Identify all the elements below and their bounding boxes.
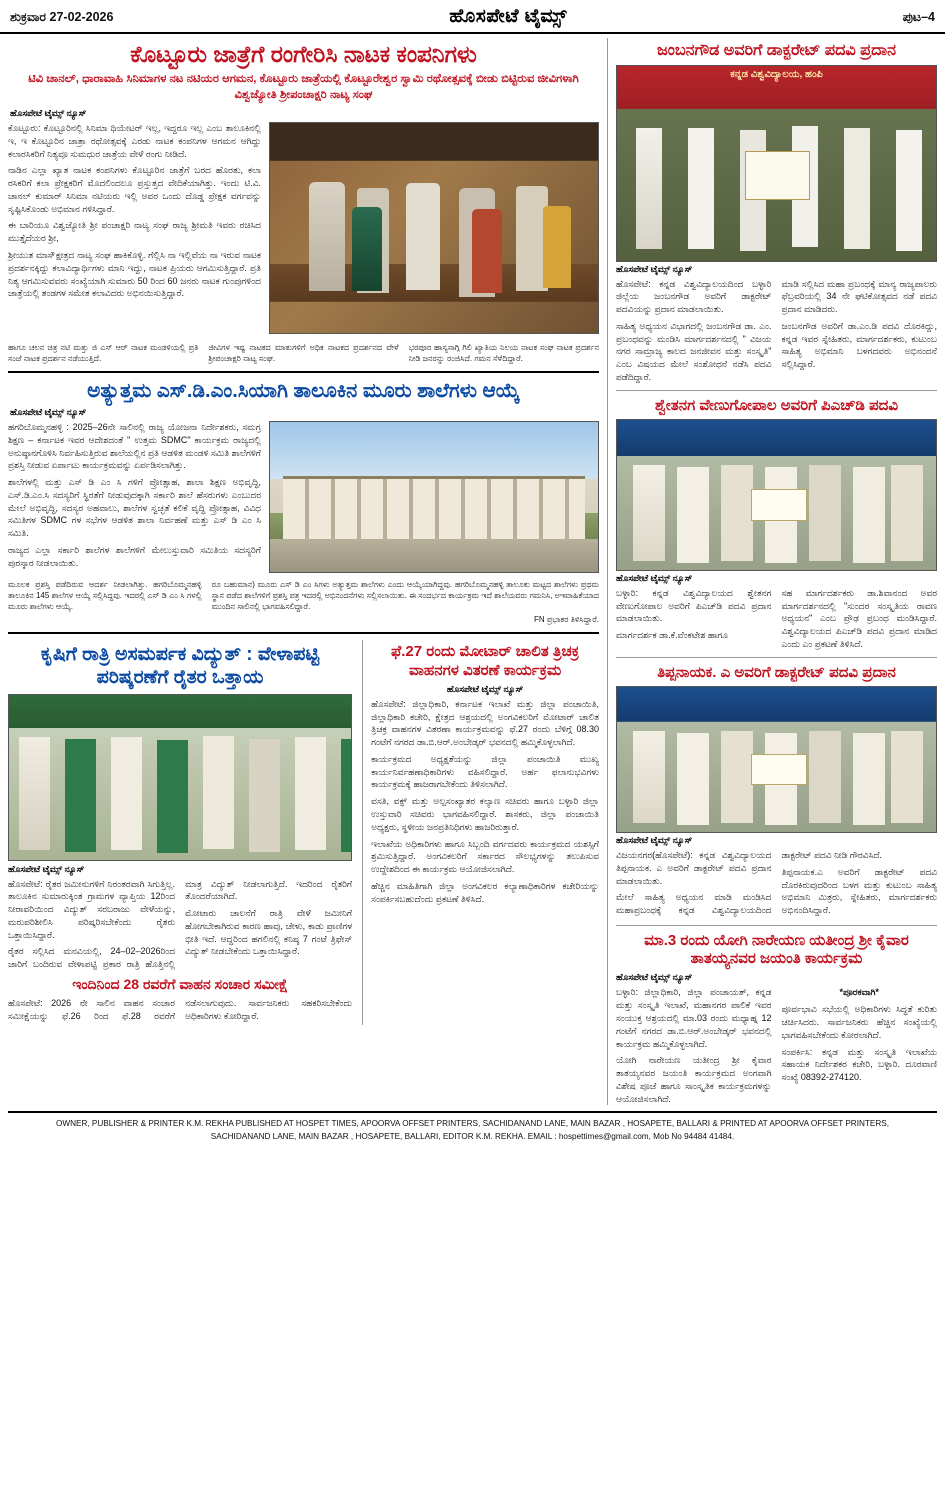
- divider-r3: [616, 925, 937, 926]
- page-footer: [8, 1111, 937, 1151]
- survey-para: ಹೊಸಪೇಟೆ: 2026 ನೇ ಸಾಲಿನ ವಾಹನ ಸಂಚಾರ ಸಮೀಕ್ಷೆಯನ್ನು ಫೆ.26 ರಿಂದ ಫೆ.28 ರವರೆಗೆ ನಡೆಸಲಾಗುವುದು. ಸಾರ್ವಜನಿಕರು ಸಹಕರಿಸಬೇಕೆಂದು ಅಧಿಕಾರಿಗಳು ಕೋರಿದ್ದಾರೆ.: [8, 998, 353, 1021]
- jayanti-para-4: ಸಂಪರ್ಕಿಸಿ: ಕನ್ನಡ ಮತ್ತು ಸಂಸ್ಕೃತಿ ಇಲಾಖೆಯ ಸಹಾಯಕ ನಿರ್ದೇಶಕರ ಕಚೇರಿ, ಬಳ್ಳಾರಿ. ದೂರವಾಣಿ ಸಂಖ್ಯೆ 08392-274120.: [781, 1046, 937, 1083]
- article-phd: [616, 397, 937, 651]
- lead-para-4: ಶ್ರೀಯುತ ಮಾಸ್ಕ್ಷೇತ್ರದ ನಾಟ್ಯ ಸಂಘ ಹಾಕಿಕೊಳ್ಳಿ. ಗೆಲ್ಲಿಸಿ ನಾ ಇಲ್ಲಿವೆಯ ನಾ ಇರುವ ನಾಟಕ ಪ್ರದರ್ಶನಕ್ಕಿದ್ದು ಕಲಾವಿದ್ಯಾರ್ಥಿಗಳು ಮಾನಿ ಇದ್ದು, ನಾಟಕ ಪ್ರಿಯರು ಆಗಮಿಸುತ್ತಿದ್ದಾರೆ. ಪ್ರತಿ ನಿತ್ಯ ಆಗಮಿಸುವವರು ಸಂಖ್ಯೆಯಾಗಿ ಸುಮಾರು 50 ರಿಂದ 60 ಜನರು ನಾಟಕ ಗುಂಪುಗಳಿಂದ ಜಾತ್ರೆಯಲ್ಲಿ ತಂಡಗಳ ಸಮೇತ ಕಲಾವಿದರು ಅಭಿನಯಿಸುತ್ತಿದ್ದಾರೆ.: [8, 249, 261, 299]
- doctorate-para-3: ಮಾಡಿ ಸಲ್ಲಿಸಿದ ಮಹಾ ಪ್ರಬಂಧಕ್ಕೆ ಮಾನ್ಯ ರಾಜ್ಯಪಾಲರು ಫೆಬ್ರವರಿಯಲ್ಲಿ 34 ನೇ ಘಟಿಕೋತ್ಸವದ ನಡೆ ಪದವಿ ಪ್ರದಾನ ಮಾಡಿದರು.: [781, 278, 937, 315]
- doctorate-para-2: ಸಾಹಿತ್ಯ ಅಧ್ಯಯನ ವಿಭಾಗದಲ್ಲಿ ಜಂಬನಗೌಡ ಡಾ. ಎಂ. ಪ್ರಬಂಧವನ್ನು ಮಂಡಿಸಿ ಮಾರ್ಗದರ್ಶನದಲ್ಲಿ " ವಿಜಯ ನಗರ ಸಾಮ್ರಾಜ್ಯ ಕಾಲದ ಜನಜೀವನ ಮತ್ತು ಸಂಸ್ಕೃತಿ" ಎಂಬ ವಿಷಯದ ಮೇಲೆ ಸಂಶೋಧನೆ ನಡೆಸಿ ಪದವಿ ಪಡೆದಿದ್ದಾರೆ.: [616, 320, 772, 382]
- lead-headline: ಕೊಟ್ಟೂರು ಜಾತ್ರೆಗೆ ರಂಗೇರಿಸಿ ನಾಟಕ ಕಂಪನಿಗಳು: [130, 41, 477, 67]
- power-headline: ಕೃಷಿಗೆ ರಾತ್ರಿ ಅಸಮರ್ಪಕ ವಿದ್ಯುತ್ : ವೇಳಾಪಟ್ಟಿ ಪರಿಷ್ಕರಣೆಗೆ ರೈತರ ಒತ್ತಾಯ: [40, 644, 320, 689]
- sdmc-para-3: ರಾಜ್ಯದ ಎಲ್ಲಾ ಸರ್ಕಾರಿ ಶಾಲೆಗಳ ಶಾಲೆಗಳಿಗೆ ಮೇಲುಸ್ತುವಾರಿ ಸಮಿತಿಯ ಸದಸ್ಯರಿಗೆ ಪುರಸ್ಕಾರ ನೀಡಲಾಯಿತು.: [8, 544, 261, 568]
- doctorate-photo: [616, 65, 937, 262]
- phd-byline: ಹೊಸಪೇಟೆ ಟೈಮ್ಸ್ ನ್ಯೂಸ್: [616, 572, 693, 583]
- divider-2: [8, 632, 599, 634]
- sdmc-headline: ಅತ್ಯುತ್ತಮ ಎಸ್‌.ಡಿ.ಎಂ.ಸಿಯಾಗಿ ತಾಲೂಕಿನ ಮೂರು ಶಾಲೆಗಳು ಆಯ್ಕೆ: [87, 379, 520, 402]
- footer-line-1: OWNER, PUBLISHER & PRINTER K.M. REKHA PUBLISHED AT HOSPET TIMES, APOORVA OFFSET PRINTERS, SACHIDANAND LANE, MAIN BAZAR , HOSAPETE, BALLARI & PRINTED AT APOORVA OFFSET PRINTERS,: [55, 1119, 890, 1129]
- lead-photo: [269, 122, 599, 334]
- jayanti-note-label: *ಪೂರಕವಾಗಿ*: [839, 987, 879, 998]
- thippanayaka-photo: [616, 686, 937, 833]
- sdmc-photo-wrap: [269, 421, 599, 573]
- phd-photo: [616, 419, 937, 571]
- sdmc-para-4: ರೂ ಬಹುಮಾನ) ಮೂರು ಎಸ್ ಡಿ ಎಂ ಸಿಗಳು ಅತ್ಯುತ್ತಮ ಶಾಲೆಗಳು ಎಂದು ಆಯ್ಕೆಯಾಗಿದ್ದವು. ಹಗರಿಬೊಮ್ಮನಹಳ್ಳಿ ತಾಲೂಕು ಮಟ್ಟದ ಶಾಲೆಗಳು ಪ್ರಥಮ ಸ್ಥಾನ ಪಡೆದ ಶಾಲೆಗಳಿಗೆ ಪ್ರಶಸ್ತಿ ಪತ್ರ ಇದರಲ್ಲಿ ಅಭಿನಂದನೆಗಳು ಸಲ್ಲಿಸಲಾಯಿತು. ಈ ಸಂದರ್ಭದ ಕಾರ್ಯಕ್ರಮ ಇದೆ ಶಾಲೆಯವರು ಗಮನಿಸಿ, ಅಇವಾಹಿಕೆಯಾದ ಮುಂದಿನ ಸಾಲಿನಲ್ಲಿ ಭಾಗವಹಿಸಲಿದ್ದಾರೆ.: [211, 580, 599, 611]
- article-doctorate: [616, 41, 937, 384]
- page-number: ಪುಟ–4: [902, 9, 935, 24]
- lead-para-3: ಈ ಬಾರಿಯೂ ವಿಶ್ವಜ್ಯೋತಿ ಶ್ರೀ ಪಂಚಾಕ್ಷರಿ ನಾಟ್ಯ ಸಂಘ ರಾಜ್ಯ ಶ್ರೀಮತಿ ಇವರು ರಚಿಸಿದ ಮುತ್ತೈದೆಯರ ಶ್ರೀ,: [8, 220, 261, 244]
- power-photo: [8, 694, 352, 861]
- power-para-2: ರೈತರ ಸಲ್ಲಿಸಿದ ಮನವಿಯಲ್ಲಿ, 24–02–2026ರಿಂದ ಜಾರಿಗೆ ಬಂದಿರುವ ವೇಳಾಪಟ್ಟಿ ಪ್ರಕಾರ ರಾತ್ರಿ ಹೊತ್ತಿನಲ್ಲಿ ಮಾತ್ರ ವಿದ್ಯುತ್ ನೀಡಲಾಗುತ್ತಿದೆ. ಇದರಿಂದ ರೈತರಿಗೆ ತೊಂದರೆಯಾಗಿದೆ.: [8, 878, 353, 970]
- jayanti-para-3: ಪೂರ್ವಭಾವಿ ಸಭೆಯಲ್ಲಿ ಅಧಿಕಾರಿಗಳು ಸಿದ್ಧತೆ ಕುರಿತು ಚರ್ಚಿಸಿದರು. ಸಾರ್ವಜನಿಕರು ಹೆಚ್ಚಿನ ಸಂಖ್ಯೆಯಲ್ಲಿ ಭಾಗವಹಿಸಬೇಕೆಂದು ಕೋರಲಾಗಿದೆ.: [781, 1004, 937, 1040]
- doctorate-para-4: ಜಂಬನಗೌಡ ಅವರಿಗೆ ಡಾ.ಎಂ.ಡಿ ಪದವಿ ದೊರಕಿದ್ದು, ಕನ್ನಡ ಇವರ ಸ್ನೇಹಿತರು, ಮಾರ್ಗದರ್ಶಕರು, ಕುಟುಂಬ ಸಾಹಿತ್ಯ ಅಭಿಮಾನಿ ಬಳಗದವರು ಅಭಿನಂದನೆ ಸಲ್ಲಿಸಿದ್ದಾರೆ.: [781, 320, 937, 370]
- bottom-left-group: [8, 640, 599, 1024]
- sdmc-para-2: ಶಾಲೆಗಳಲ್ಲಿ ಮತ್ತು ಎಸ್ ಡಿ ಎಂ ಸಿ ಗಳಿಗೆ ಪ್ರೋತ್ಸಾಹ, ಶಾಲಾ ಶಿಕ್ಷಣ ಅಭಿವೃದ್ಧಿ, ಎಸ್.ಡಿ.ಎಂ.ಸಿ ಸದಸ್ಯರಿಗೆ ಸ್ಥಿರತೆಗೆ ನೀಡುವುದಕ್ಕಾಗಿ ಸರ್ಕಾರಿ ಶಾಲೆ ಹೆಸರುಗಳು ಎಂಬುದರ ಮೇಲೆ ಅಭಿವೃದ್ಧಿ, ಸದಸ್ಯರ ಅಹವಾಲು, ಶಾಲೆಗಳ ಸ್ವಚ್ಛತೆ ಕಲಿಕೆ ವೃದ್ಧಿ ಪ್ರೋತ್ಸಾಹ, ವಿವಿಧ ಸಮಿತಿಗಳ SDMC ಗಳ ಸಭೆಗಳ ಆಡಳಿತ ಶಾಲಾ ನಿರ್ವಹಣೆ ಮತ್ತು ಎಸ್ ಡಿ ಎಂ ಸಿ ಸಮಿತಿ.: [8, 477, 261, 539]
- phd-headline: ಶ್ವೇತನಗ ವೇಣುಗೋಪಾಲ ಅವರಿಗೆ ಪಿಎಚ್‌ಡಿ ಪದವಿ: [654, 396, 899, 414]
- thippanayaka-headline: ತಿಪ್ಪನಾಯಕ. ಎ ಅವರಿಗೆ ಡಾಕ್ಟರೇಟ್ ಪದವಿ ಪ್ರದಾನ: [657, 663, 896, 681]
- lead-photo-wrap: [269, 122, 599, 334]
- thippanayaka-para-3: ತಿಪ್ಪನಾಯಕ.ಎ ಅವರಿಗೆ ಡಾಕ್ಟರೇಟ್ ಪದವಿ ದೊರಕಿರುವುದರಿಂದ ಬಳಗ ಮತ್ತು ಕುಟುಂಬ ಸಾಹಿತ್ಯ ಅಭಿಮಾನಿ ಮಿತ್ರರು, ಸ್ನೇಹಿತರು, ಮಾರ್ಗದರ್ಶಕರು ಅಭಿನಂದಿಸಿದ್ದಾರೆ.: [781, 866, 937, 916]
- phd-para-2: ಸಹ ಮಾರ್ಗದರ್ಶಕರು ಡಾ.ಶಿವಾನಂದ ಅವರ ಮಾರ್ಗದರ್ಶನದಲ್ಲಿ "ಸುಂದರ ಸಂಸ್ಕೃತಿಯ ರಾವಣ ಅಧ್ಯಯನ" ಎಂಬ ಪ್ರೌಢ ಪ್ರಬಂಧ ಮಂಡಿಸಿದ್ದಾರೆ. ವಿಶ್ವವಿದ್ಯಾಲಯದ ಪಿಎಚ್‌ಡಿ ಪದವಿ ಪ್ರದಾನ ಮಾಡಿದ ಎಂದು ಎಂ ಪ್ರಕಟಣೆ ತಿಳಿಸಿದೆ.: [781, 587, 937, 649]
- survey-subhead: ಇಂದಿನಿಂದ 28 ರವರೆಗೆ ವಾಹನ ಸಂಚಾರ ಸಮೀಕ್ಷೆ: [72, 975, 288, 992]
- jayanti-byline: ಹೊಸಪೇಟೆ ಟೈಮ್ಸ್ ನ್ಯೂಸ್: [616, 972, 693, 983]
- divider-1: [8, 371, 599, 373]
- lead-photo-caption-left: ಹಾಗೂ ಚಲನ ಚಿತ್ರ ನಟಿ ಮತ್ತು ಜಿ ಎಸ್ ಆರ್ ನಾಟಕ ಮಂಡಳಿಯಲ್ಲಿ ಪ್ರತಿ ಸಂಜೆ ನಾಟಕ ಪ್ರದರ್ಶನ ನಡೆಯುತ್ತಿದೆ.: [8, 343, 199, 363]
- divider-r1: [616, 390, 937, 391]
- divider-r2: [616, 657, 937, 658]
- masthead-weekday: ಶುಕ್ರವಾರ: [10, 9, 47, 24]
- doctorate-para-1: ಹೊಸಪೇಟೆ: ಕನ್ನಡ ವಿಶ್ವವಿದ್ಯಾಲಯದಿಂದ ಬಳ್ಳಾರಿ ಜಿಲ್ಲೆಯ ಜಂಬನಗೌಡ ಅವರಿಗೆ ಡಾಕ್ಟರೇಟ್ ಪದವಿಯನ್ನು ಪ್ರದಾನ ಮಾಡಲಾಯಿತು.: [616, 278, 772, 315]
- power-byline: ಹೊಸಪೇಟೆ ಟೈಮ್ಸ್ ನ್ಯೂಸ್: [8, 863, 85, 874]
- lead-para-2: ನಾಡಿನ ಎಲ್ಲಾ ಖ್ಯಾತ ನಾಟಕ ಕಂಪನಿಗಳು ಕೊಟ್ಟೂರಿನ ಜಾತ್ರೆಗೆ ಬರದ ಹೊರತು, ಕಲಾ ರಸಿಕರಿಗೆ ಕಲಾ ಪ್ರೇಕ್ಷಕರಿಗೆ ಮೊದಲಿಂದಲೂ ಪ್ರಸ್ತುತ್ತದ ವೇದಿಕೆಯಾಗಿತ್ತು. ಇಂದು ಟಿ.ವಿ. ಚಾನಲ್ ಕುಮಾರ್ ಸಿನಿಮಾ ನಟಿಯರು ಇಲ್ಲಿ ಅವರ ಒಂದು ದೊಡ್ಡ ಪ್ರೇಕ್ಷಕ ವರ್ಗವನ್ನು ಸೃಷ್ಟಿಸಿಕೊಂಡು ಅಭಿಮಾನ ಗಳಿಸಿದ್ದಾರೆ.: [8, 165, 261, 214]
- doctorate-headline: ಜಂಬನಗೌಡ ಅವರಿಗೆ ಡಾಕ್ಟರೇಟ್ ಪದವಿ ಪ್ರದಾನ: [656, 42, 897, 59]
- sdmc-photo: [269, 421, 599, 573]
- lead-para-1: ಕೊಟ್ಟೂರು: ಕೊಟ್ಟೂರಿನಲ್ಲಿ ಸಿನಿಮಾ ಥಿಯೇಟರ್ ಇಲ್ಲ, ಇದ್ದರೂ ಇಲ್ಲ ಎಂಬ ತಾಲೂಕಿನಲ್ಲಿ ಇ, ಇ ಕೊಟ್ಟೂರಿನ ಜಾತ್ರಾ ರಥೋತ್ಸವಕ್ಕೆ ಎರಡು ನಾಟಕ ಕಂಪನಿಗಳ ಆಗಮನ ಆಗಿದ್ದು ಕಲಾರಸಿಕರಿಗೆ ನಿತ್ಯವೂ ಸುಮಧುರ ಜಾತ್ರೆಯ ವೇಳೆ ರಂಗು ನೀಡಿದೆ.: [8, 123, 261, 159]
- masthead-date-value: 27-02-2026: [49, 9, 114, 24]
- thippanayaka-byline: ಹೊಸಪೇಟೆ ಟೈಮ್ಸ್ ನ್ಯೂಸ್: [616, 835, 693, 846]
- lead-para-6: ಭರಪೂರ ಹಾಸ್ಯಸಾಗ್ಗಿ ಗಿಲಿ ಖ್ಯಾತಿಯ ನಿಲಯ ನಾಟಕ ಸಂಘ ನಾಟಕ ಪ್ರದರ್ಶನ ನೀಡಿ ಜನರನ್ನು ರಂಜಿಸಿದೆ. ಗಮನ ಸೆಳೆದಿದ್ದಾರೆ.: [408, 343, 599, 363]
- footer-line-2: SACHIDANAND LANE, MAIN BAZAR , HOSAPETE, BALLARI, EDITOR K.M. REKHA. EMAIL : hospettimes@gmail.com, Mob No 94484 41484.: [210, 1131, 735, 1141]
- sdmc-credit: FN ಪ್ರಭಾಕರ ತಿಳಿಸಿದ್ದಾರೆ.: [533, 615, 599, 625]
- jayanti-para-2: ಯೋಗಿ ನಾರೇಯಣ ಯತೀಂದ್ರ ಶ್ರೀ ಕೈವಾರ ತಾತಯ್ಯನವರ ಜಯಂತಿ ಕಾರ್ಯಕ್ರಮದ ಅಂಗವಾಗಿ ವಿಶೇಷ ಪೂಜೆ ಹಾಗೂ ಸಾಂಸ್ಕೃತಿಕ ಕಾರ್ಯಕ್ರಮಗಳನ್ನು ಆಯೋಜಿಸಲಾಗಿದೆ.: [616, 1055, 772, 1104]
- lead-subhead: ಟಿವಿ ಚಾನಲ್, ಧಾರಾವಾಹಿ ಸಿನಿಮಾಗಳ ನಟ ನಟಿಯರ ಆಗಮನ, ಕೊಟ್ಟೂರು ಜಾತ್ರೆಯಲ್ಲಿ ಕೊಟ್ಟೂರೇಶ್ವರ ಸ್ವಾಮಿ ರಥೋತ್ಸವಕ್ಕೆ ಬೀಡು ಬಿಟ್ಟಿರುವ ಜೀವಿಗಳಾಗಿ ವಿಶ್ವಜ್ಯೋತಿ ಶ್ರೀಪಂಚಾಕ್ಷರಿ ನಾಟ್ಯ ಸಂಘ: [28, 73, 579, 101]
- lead-photo-caption-right: ಜೀವಿಗಳ ಇಷ್ಟ ನಾಟಕದ ಮಾತುಗಳಿಗೆ ಅಧಿಕ ನಾಟಕದ ಪ್ರದರ್ಶನದ ವೇಳೆ ಶ್ರೀಪಂಚಾಕ್ಷರಿ ನಾಟ್ಯ ಸಂಘ.: [208, 343, 399, 363]
- page-content: [0, 34, 945, 1105]
- masthead: [0, 0, 945, 34]
- byline: ಹೊಸಪೇಟೆ ಟೈಮ್ಸ್ ನ್ಯೂಸ್: [10, 108, 87, 119]
- scooter-para-2: ಕಾರ್ಯಕ್ರಮದ ಅಧ್ಯಕ್ಷತೆಯನ್ನು ಜಿಲ್ಲಾ ಪಂಚಾಯಿತಿ ಮುಖ್ಯ ಕಾರ್ಯನಿರ್ವಹಣಾಧಿಕಾರಿಗಳು ವಹಿಸಲಿದ್ದಾರೆ. ಅರ್ಹ ಫಲಾನುಭವಿಗಳು ಕಾರ್ಯಕ್ರಮಕ್ಕೆ ಹಾಜರಾಗಬೇಕೆಂದು ತಿಳಿಸಲಾಗಿದೆ.: [371, 753, 599, 790]
- article-jayanti: [616, 932, 937, 1105]
- article-scooter: [362, 640, 599, 1024]
- jayanti-headline: ಮಾ.3 ರಂದು ಯೋಗಿ ನಾರೇಯಣ ಯತೀಂದ್ರ ಶ್ರೀ ಕೈವಾರ ತಾತಯ್ಯನವರ ಜಯಂತಿ ಕಾರ್ಯಕ್ರಮ: [644, 931, 909, 968]
- article-sdmc: [8, 379, 599, 627]
- jayanti-para-1: ಬಳ್ಳಾರಿ: ಜಿಲ್ಲಾಧಿಕಾರಿ, ಜಿಲ್ಲಾ ಪಂಚಾಯತ್, ಕನ್ನಡ ಮತ್ತು ಸಂಸ್ಕೃತಿ ಇಲಾಖೆ, ಮಹಾನಗರ ಪಾಲಿಕೆ ಇವರ ಸಂಯುಕ್ತ ಆಶ್ರಯದಲ್ಲಿ ಮಾ.03 ರಂದು ಮಧ್ಯಾಹ್ನ 12 ಗಂಟೆಗೆ ನಗರದ ಡಾ.ಬಿ.ಆರ್.ಅಂಬೇಡ್ಕರ್ ಭವನದಲ್ಲಿ ಕಾರ್ಯಕ್ರಮ ಹಮ್ಮಿಕೊಳ್ಳಲಾಗಿದೆ.: [616, 987, 772, 1049]
- scooter-para-3: ವಸತಿ, ವಕ್ಫ್ ಮತ್ತು ಅಲ್ಪಸಂಖ್ಯಾತರ ಕಲ್ಯಾಣ ಸಚಿವರು ಹಾಗೂ ಬಳ್ಳಾರಿ ಜಿಲ್ಲಾ ಉಸ್ತುವಾರಿ ಸಚಿವರು ಭಾಗವಹಿಸಲಿದ್ದಾರೆ. ಶಾಸಕರು, ಜಿಲ್ಲಾ ಪಂಚಾಯಿತಿ ಅಧ್ಯಕ್ಷರು, ಸ್ಥಳೀಯ ಜನಪ್ರತಿನಿಧಿಗಳು ಹಾಜರಿರುತ್ತಾರೆ.: [371, 796, 599, 832]
- left-column: [8, 38, 608, 1105]
- phd-para-1: ಬಳ್ಳಾರಿ: ಕನ್ನಡ ವಿಶ್ವವಿದ್ಯಾಲಯದ ಶ್ವೇತನಗ ವೇಣುಗೋಪಾಲ ಅವರಿಗೆ ಪಿಎಚ್‌ಡಿ ಪದವಿ ಪ್ರದಾನ ಮಾಡಲಾಯಿತು.: [616, 587, 772, 624]
- right-column: [608, 38, 937, 1105]
- paper-title: ಹೊಸಪೇಟೆ ಟೈಮ್ಸ್: [449, 6, 567, 27]
- thippanayaka-para-1: ವಿಜಯನಗರ(ಹೊಸಪೇಟೆ): ಕನ್ನಡ ವಿಶ್ವವಿದ್ಯಾಲಯದ ತಿಪ್ಪನಾಯಕ. ಎ ಅವರಿಗೆ ಡಾಕ್ಟರೇಟ್ ಪದವಿ ಪ್ರದಾನ ಮಾಡಲಾಯಿತು.: [616, 850, 772, 886]
- masthead-date: [10, 10, 113, 25]
- thippanayaka-para-2: ಮೇಲೆ ಸಾಹಿತ್ಯ ಅಧ್ಯಯನ ಮಾಡಿ ಮಂಡಿಸಿದ ಮಹಾಪ್ರಬಂಧಕ್ಕೆ ಕನ್ನಡ ವಿಶ್ವವಿದ್ಯಾಲಯದಿಂದ ಡಾಕ್ಟರೇಟ್ ಪದವಿ ನೀಡಿ ಗೌರವಿಸಿದೆ.: [616, 850, 883, 916]
- sdmc-photo-caption: ಮೂಲಕ ಪ್ರಶಸ್ತಿ ಪಡೆದಿರುವ ಆದರ್ಶ ನೀಡಲಾಗಿತ್ತು. ಹಗರಿಬೊಮ್ಮನಹಳ್ಳಿ ತಾಲೂಕಿನ 145 ಶಾಲೆಗಳ ಆಯ್ಕೆ ಸಲ್ಲಿಸಿದ್ದವು. ಇದರಲ್ಲಿ ಎಸ್ ಡಿ ಎಂ ಸಿ ಗಳಲ್ಲಿ ಮೂರು ಶಾಲೆಗಳು ಆಯ್ಕೆ.: [8, 580, 202, 611]
- doctorate-byline: ಹೊಸಪೇಟೆ ಟೈಮ್ಸ್ ನ್ಯೂಸ್: [616, 263, 693, 274]
- power-para-3: ಮೋಟಾರು ಚಾಲನೆಗೆ ರಾತ್ರಿ ವೇಳೆ ಜಮೀನಿಗೆ ಹೋಗಬೇಕಾಗಿರುವ ಕಾರಣ ಹಾವು, ಚೇಳು, ಕಾಡು ಪ್ರಾಣಿಗಳ ಭೀತಿ ಇದೆ. ಆದ್ದರಿಂದ ಹಗಲಿನಲ್ಲಿ ಕನಿಷ್ಠ 7 ಗಂಟೆ ತ್ರಿಫೇಸ್ ವಿದ್ಯುತ್ ನೀಡಬೇಕೆಂದು ಒತ್ತಾಯಿಸಿದ್ದಾರೆ.: [185, 908, 353, 957]
- article-thippanayaka: [616, 664, 937, 919]
- power-para-1: ಹೊಸಪೇಟೆ: ರೈತರ ಜಮೀನುಗಳಿಗೆ ನಿರಂತರವಾಗಿ ಸಿಗುತ್ತಿಲ್ಲ. ತಾಲೂಕಿನ ಸುಮಾರುಕ್ಕಿಂತ ಗ್ರಾಮಗಳ ವ್ಯಾಪ್ತಿಯ 12ರಿಂದ ನೀರಾವರಿಯಿಂದ ವಿದ್ಯುತ್ ಸರಬರಾಜು ವೇಳೆಯನ್ನು, ಮರುಪರಿಶೀಲಿಸಿ ಪರಿಷ್ಕರಿಸಬೇಕೆಂದು ರೈತರು ಒತ್ತಾಯಿಸಿದ್ದಾರೆ.: [8, 878, 176, 940]
- phd-caption: ಮಾರ್ಗದರ್ಶಕ ಡಾ.ಕೆ.ವೆಂಕಟೇಶ ಹಾಗೂ: [616, 630, 729, 641]
- scooter-para-1: ಹೊಸಪೇಟೆ: ಜಿಲ್ಲಾಧಿಕಾರಿ, ಕರ್ನಾಟಕ ಇಲಾಖೆ ಮತ್ತು ಜಿಲ್ಲಾ ಪಂಚಾಯಿತಿ, ಜಿಲ್ಲಾಧಿಕಾರಿ ಕಚೇರಿ, ಕ್ಷೇತ್ರದ ಆಶ್ರಯದಲ್ಲಿ ಅಂಗವಿಕಲರಿಗೆ ಮೋಟಾರ್ ಚಾಲಿತ ತ್ರಿಚಕ್ರ ವಾಹನಗಳ ವಿತರಣಾ ಕಾರ್ಯಕ್ರಮವನ್ನು ಫೆ.27 ರಂದು ಬೆಳಿಗ್ಗೆ 08.30 ಗಂಟೆಗೆ ನಗರದ ಡಾ.ಬಿ.ಆರ್.ಅಂಬೇಡ್ಕರ್ ಭವನದಲ್ಲಿ ಹಮ್ಮಿಕೊಳ್ಳಲಾಗಿದೆ.: [371, 698, 599, 748]
- scooter-byline: ಹೊಸಪೇಟೆ ಟೈಮ್ಸ್ ನ್ಯೂಸ್: [446, 683, 524, 694]
- scooter-para-4: ಇಲಾಖೆಯ ಅಧಿಕಾರಿಗಳು ಹಾಗೂ ಸಿಬ್ಬಂದಿ ವರ್ಗದವರು ಕಾರ್ಯಕ್ರಮದ ಯಶಸ್ಸಿಗೆ ಶ್ರಮಿಸುತ್ತಿದ್ದಾರೆ. ಅಂಗವಿಕಲರಿಗೆ ಸರ್ಕಾರದ ಸೌಲಭ್ಯಗಳನ್ನು ತಲುಪಿಸುವ ಉದ್ದೇಶದಿಂದ ಈ ಕಾರ್ಯಕ್ರಮ ಆಯೋಜಿಸಲಾಗಿದೆ.: [371, 838, 599, 875]
- scooter-headline: ಫೆ.27 ರಂದು ಮೋಟಾರ್ ಚಾಲಿತ ತ್ರಿಚಕ್ರ ವಾಹನಗಳ ವಿತರಣೆ ಕಾರ್ಯಕ್ರಮ: [391, 643, 580, 679]
- scooter-para-5: ಹೆಚ್ಚಿನ ಮಾಹಿತಿಗಾಗಿ ಜಿಲ್ಲಾ ಅಂಗವಿಕಲರ ಕಲ್ಯಾಣಾಧಿಕಾರಿಗಳ ಕಚೇರಿಯನ್ನು ಸಂಪರ್ಕಿಸಬಹುದೆಂದು ಪ್ರಕಟಣೆ ತಿಳಿಸಿದೆ.: [371, 880, 599, 904]
- doctorate-banner-text: ಕನ್ನಡ ವಿಶ್ವವಿದ್ಯಾಲಯ, ಹಂಪಿ: [730, 68, 823, 80]
- article-lead: [8, 40, 599, 365]
- article-power: [8, 640, 352, 1024]
- sdmc-byline: ಹೊಸಪೇಟೆ ಟೈಮ್ಸ್ ನ್ಯೂಸ್: [10, 407, 87, 418]
- sdmc-para-1: ಹಗರಿಬೊಮ್ಮನಹಳ್ಳಿ : 2025–26ನೇ ಸಾಲಿನಲ್ಲಿ ರಾಜ್ಯ ಯೋಜನಾ ನಿರ್ದೇಶಕರು, ಸಮಗ್ರ ಶಿಕ್ಷಣ – ಕರ್ನಾಟಕ ಇವರ ಆದೇಶದಂತೆ " ಉತ್ತಮ SDMC" ಕಾರ್ಯಕ್ರಮ ರಾಜ್ಯದಲ್ಲಿ ಅನುಷ್ಠಾನಗೊಳಿಸಿ ನಿರ್ವಹಿಸುತ್ತಿರುವ ಶಾಲೆಯಲ್ಲಿನ ಪ್ರತಿ ಆಡಳಿತ ಮಂಡಳಿ ಸಮಿತಿ ಶಾಲೆಗಳಿಗೆ ಪ್ರಶಸ್ತಿ ನೀಡುವ ಏರ್ಪಾಟು ಕಾರ್ಯಕ್ರಮವನ್ನು ಏರ್ಪಡಿಸಲಾಗಿತ್ತು.: [8, 422, 261, 471]
